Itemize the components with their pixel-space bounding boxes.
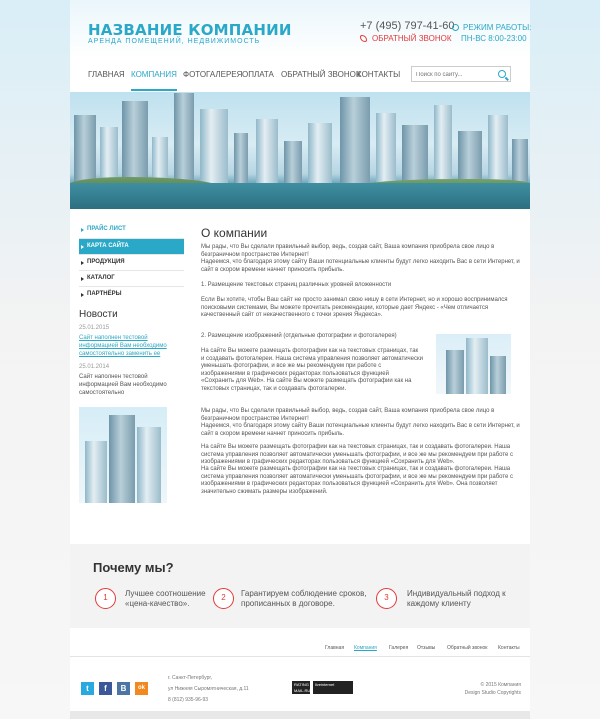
- sidebar-item-catalog[interactable]: КАТАЛОГ: [79, 270, 184, 286]
- page-title: О компании: [201, 226, 268, 240]
- photo-building: [85, 441, 107, 503]
- why-item-text: [241, 589, 367, 609]
- nav-item-contacts[interactable]: КОНТАКТЫ: [357, 70, 401, 79]
- banner-building: [122, 101, 148, 185]
- content-paragraph: 2. Размещение изображений (отдельные фотографии и фотогалерея): [201, 333, 397, 339]
- rating-mail-badge[interactable]: RATING MAIL.RU: [294, 682, 310, 693]
- footer-nav-contacts[interactable]: Контакты: [498, 645, 520, 651]
- banner-river: [70, 183, 530, 209]
- content-paragraph: 1. Размещение текстовых страниц различных уровней вложенности: [201, 282, 392, 288]
- why-number-badge: 1: [95, 588, 116, 609]
- banner-building: [74, 115, 96, 185]
- search-input[interactable]: [416, 69, 494, 80]
- news-title: Новости: [79, 309, 118, 320]
- footer-bottom-bar: [70, 711, 530, 719]
- why-item-text: [125, 589, 206, 609]
- why-us-title: Почему мы?: [93, 560, 174, 575]
- news-date: 25.01.2014: [79, 364, 110, 370]
- footer-nav-gallery[interactable]: Галерея: [389, 645, 409, 651]
- company-logo-title[interactable]: НАЗВАНИЕ КОМПАНИИ: [88, 21, 292, 39]
- banner-building: [200, 109, 228, 185]
- why-item-line: Лучшее соотношение: [125, 589, 206, 598]
- content-building-photo: [436, 334, 511, 394]
- footer-address-street: ул Нижняя Сыромятническая, д.11: [168, 686, 249, 692]
- banner-building: [234, 133, 248, 185]
- content-paragraph: Надеемся, что благодаря этому сайту Ваши потенциальные клиенты будут легко находить Вас в сети Интернет, и сайт в скором времени начнет приносить прибыль.: [201, 259, 520, 273]
- sidebar-building-photo: [79, 407, 167, 503]
- banner-building: [458, 131, 482, 185]
- why-number-badge: 2: [213, 588, 234, 609]
- banner-building: [174, 93, 194, 185]
- content-paragraph: На сайте Вы можете размещать фотографии как на текстовых страницах, так и создавать фотогалереи. Наша система управления позволяет автоматически уменьшать фотографии, и все же мы рекомендуем при работе с изображениями в графических редакторах пользоваться функцией «Сохранить для Web». Она позволяет значительно сжимать размеры изображений.: [201, 466, 514, 495]
- why-us-section: [70, 544, 530, 628]
- twitter-icon[interactable]: t: [81, 682, 94, 695]
- why-item-line: каждому клиенту: [407, 599, 471, 608]
- working-hours-label: [452, 23, 531, 32]
- footer-studio[interactable]: Design Studio Copyrights: [464, 690, 521, 696]
- footer-nav-reviews[interactable]: Отзывы: [417, 645, 436, 651]
- banner-building: [488, 115, 508, 185]
- company-logo-subtitle: АРЕНДА ПОМЕЩЕНИЙ, НЕДВИЖИМОСТЬ: [88, 38, 261, 45]
- search-box: [411, 66, 511, 82]
- nav-item-home[interactable]: ГЛАВНАЯ: [88, 70, 125, 79]
- sidebar-item-sitemap[interactable]: КАРТА САЙТА: [79, 238, 184, 254]
- photo-building: [109, 415, 135, 503]
- why-item-line: «цена-качество».: [125, 599, 190, 608]
- hero-banner-image: [70, 92, 530, 209]
- photo-building: [490, 356, 506, 394]
- content-paragraph: На сайте Вы можете размещать фотографии как на текстовых страницах, так и создавать фотогалереи. Наша система управления позволяет автоматически уменьшать фотографии, и все же мы рекомендуем при работе с изображениями в графических редакторах пользоваться функцией «Сохранить для Web». На сайте Вы можете размещать фотографии как на текстовых страницах, так и создавать фотогалереи.: [201, 348, 423, 392]
- banner-building: [256, 119, 278, 185]
- news-text: Сайт наполнен тестовой информацией Вам необходимо самостоятельно: [79, 374, 167, 396]
- why-item-line: Индивидуальный подход к: [407, 589, 506, 598]
- facebook-icon[interactable]: f: [99, 682, 112, 695]
- banner-building: [340, 97, 370, 185]
- why-item-text: [407, 589, 506, 609]
- banner-building: [434, 105, 452, 185]
- content-paragraph: Мы рады, что Вы сделали правильный выбор, ведь, создав сайт, Ваша компания приобрела свое лицо в безграничном пространстве Интернет!: [201, 244, 495, 258]
- nav-item-gallery[interactable]: ФОТОГАЛЕРЕЯ: [183, 70, 243, 79]
- working-hours-title: РЕЖИМ РАБОТЫ:: [463, 23, 532, 32]
- vkontakte-icon[interactable]: В: [117, 682, 130, 695]
- why-item-line: Гарантируем соблюдение сроков,: [241, 589, 367, 598]
- photo-building: [137, 427, 161, 503]
- nav-item-callback[interactable]: ОБРАТНЫЙ ЗВОНОК: [281, 70, 361, 79]
- phone-icon: [360, 35, 367, 42]
- search-icon[interactable]: [498, 70, 506, 78]
- news-link[interactable]: Сайт наполнен тестовой информацией Вам необходимо самостоятельно заменить ее: [79, 335, 167, 357]
- liveinternet-badge[interactable]: liveinternet: [313, 681, 353, 694]
- sidebar-item-partners[interactable]: ПАРТНЁРЫ: [79, 286, 184, 302]
- news-date: 25.01.2015: [79, 325, 110, 331]
- footer-nav-callback[interactable]: Обратный звонок: [447, 645, 488, 651]
- photo-building: [466, 338, 488, 394]
- banner-building: [308, 123, 332, 185]
- footer-copyright: © 2015 Компания: [480, 682, 521, 688]
- page-side-background-left: [0, 0, 70, 719]
- banner-building: [402, 125, 428, 185]
- sidebar-item-products[interactable]: ПРОДУКЦИЯ: [79, 254, 184, 270]
- footer-address-city: г. Санкт-Петербург,: [168, 675, 212, 681]
- page: [70, 0, 530, 719]
- clock-icon: [452, 24, 459, 31]
- why-item-line: прописанных в договоре.: [241, 599, 335, 608]
- sidebar-item-price-list[interactable]: ПРАЙС ЛИСТ: [79, 222, 184, 238]
- callback-link[interactable]: [360, 34, 452, 43]
- banner-building: [376, 113, 396, 185]
- content-paragraph: На сайте Вы можете размещать фотографии как на текстовых страницах, так и создавать фотогалереи. Наша система управления позволяет автоматически уменьшать фотографии, и все же мы рекомендуем при работе с изображениями в графических редакторах пользоваться функцией «Сохранить для Web».: [201, 444, 514, 465]
- nav-item-payment[interactable]: ОПЛАТА: [242, 70, 274, 79]
- callback-label: ОБРАТНЫЙ ЗВОНОК: [372, 34, 452, 43]
- nav-item-company[interactable]: КОМПАНИЯ: [131, 70, 177, 79]
- why-number-badge: 3: [376, 588, 397, 609]
- photo-building: [446, 350, 464, 394]
- page-side-background-right: [530, 0, 600, 719]
- footer-divider: [70, 656, 530, 657]
- footer-nav-home[interactable]: Главная: [325, 645, 345, 651]
- working-hours-value: ПН-ВС 8:00-23:00: [461, 34, 527, 43]
- content-paragraph: Мы рады, что Вы сделали правильный выбор, ведь, создав сайт, Ваша компания приобрела свое лицо в безграничном пространстве Интернет!: [201, 408, 495, 422]
- banner-building: [512, 139, 528, 185]
- sidebar-menu: [79, 222, 184, 302]
- footer-phone: 8 (812) 935-96-93: [168, 697, 209, 703]
- banner-building: [284, 141, 302, 185]
- header-phone: +7 (495) 797-41-60: [360, 20, 455, 32]
- content-paragraph: Надеемся, что благодаря этому сайту Ваши потенциальные клиенты будут легко находить Вас в сети Интернет, и сайт в скором времени начнет приносить прибыль.: [201, 423, 520, 437]
- footer-nav-company[interactable]: Компания: [354, 645, 377, 651]
- odnoklassniki-icon[interactable]: ok: [135, 682, 148, 695]
- content-paragraph: Если Вы хотите, чтобы Ваш сайт не просто занимал свою нишу в сети Интернет, но и хорошо воспринимался поисковыми системами, Вы можете прочитать рекомендации, которые дает Яндекс - «Чем отличается качественный сайт от некачественного с точки зрения Яндекса».: [201, 297, 508, 318]
